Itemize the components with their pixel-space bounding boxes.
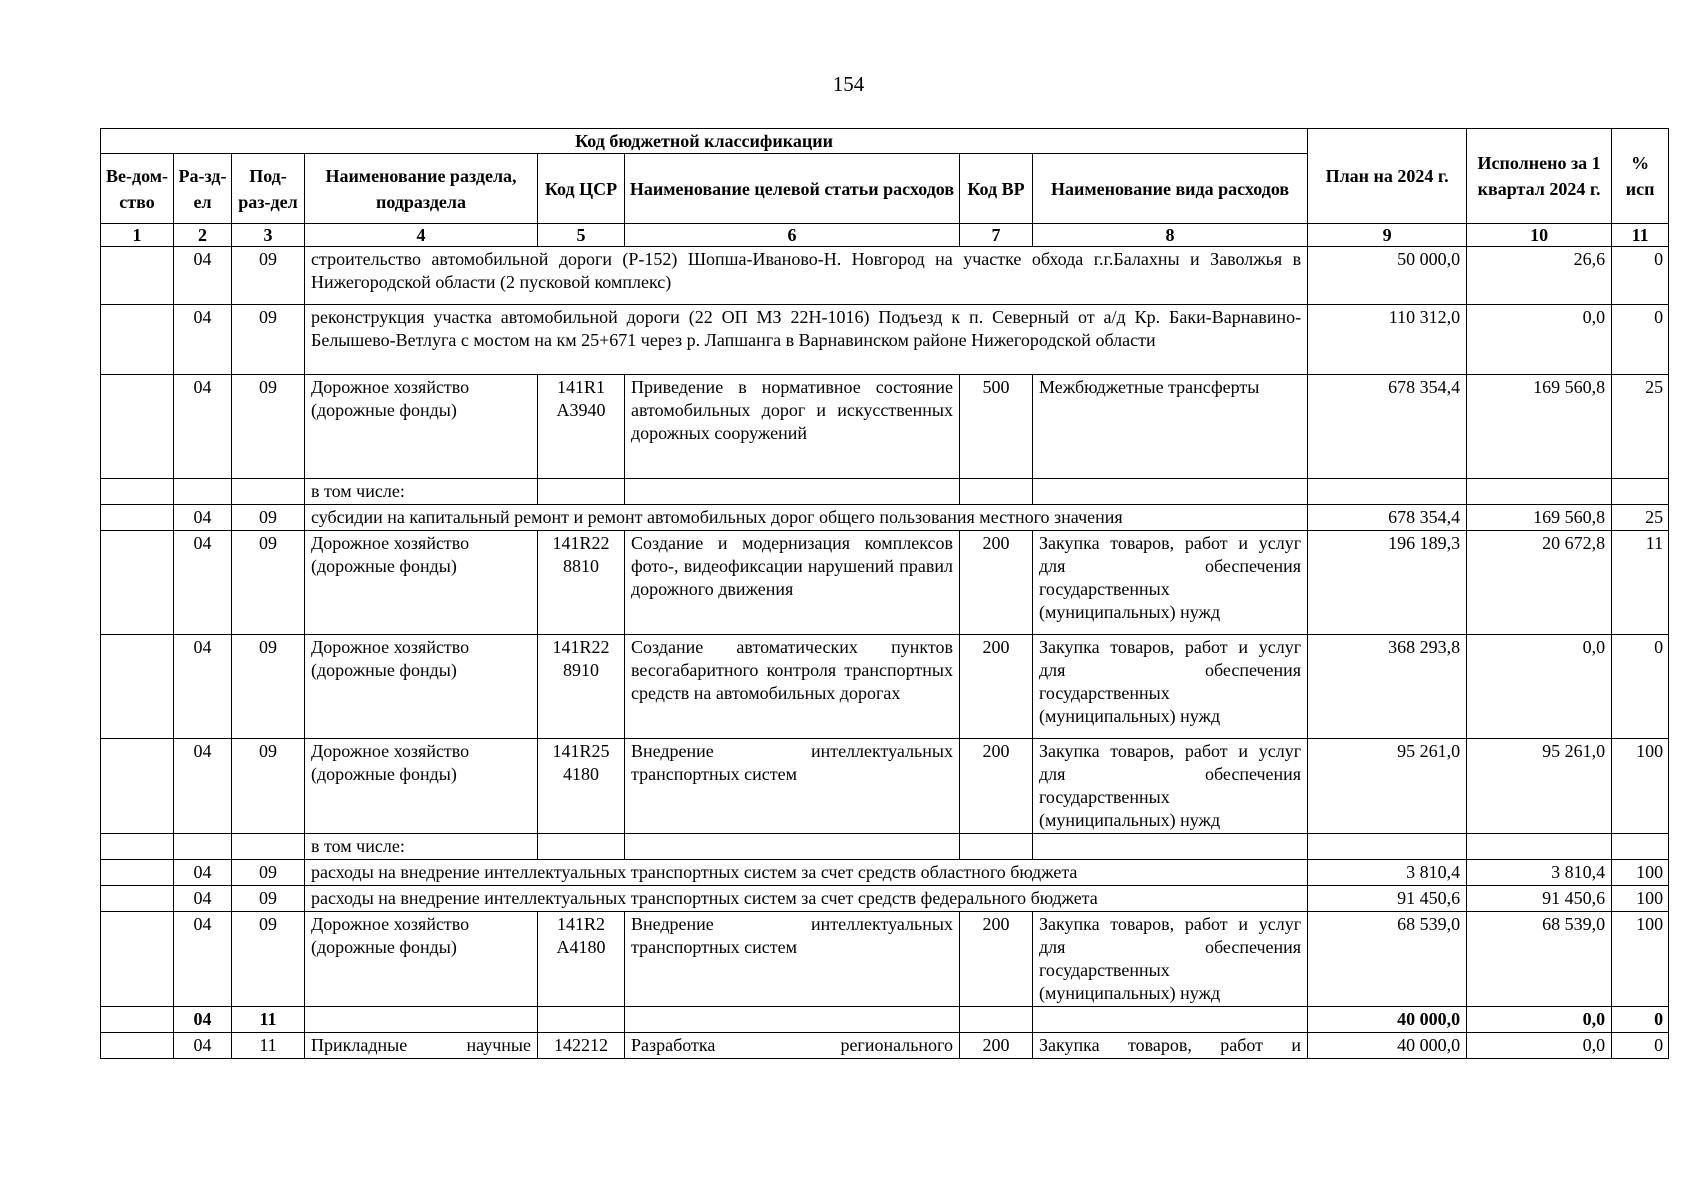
cell-plan: 678 354,4 [1308, 505, 1467, 531]
cell-podrazdel: 09 [232, 247, 305, 305]
cell-article-name: Внедрение интеллектуальных транспортных систем [625, 739, 960, 834]
cell-done: 91 450,6 [1467, 886, 1612, 912]
cell-section-name [305, 1007, 538, 1033]
cell-podrazdel [232, 479, 305, 505]
cell-pct: 0 [1612, 1007, 1669, 1033]
cell-razdel: 04 [174, 531, 232, 635]
cell-razdel: 04 [174, 1033, 232, 1059]
cell-plan: 68 539,0 [1308, 912, 1467, 1007]
col-header-article-name: Наименование целевой статьи расходов [625, 154, 960, 224]
cell-done: 169 560,8 [1467, 375, 1612, 479]
cell-razdel [174, 479, 232, 505]
cell-podrazdel: 09 [232, 375, 305, 479]
col-number: 3 [232, 224, 305, 247]
cell-done: 3 810,4 [1467, 860, 1612, 886]
cell-plan: 91 450,6 [1308, 886, 1467, 912]
cell-vr: 200 [960, 635, 1033, 739]
cell-vedomstvo [101, 886, 174, 912]
cell-razdel: 04 [174, 247, 232, 305]
cell-section-name: Дорожное хозяйство (дорожные фонды) [305, 531, 538, 635]
cell-article-name [625, 834, 960, 860]
cell-podrazdel: 09 [232, 739, 305, 834]
budget-table [100, 128, 1669, 1059]
cell-done: 0,0 [1467, 635, 1612, 739]
cell-vr [960, 834, 1033, 860]
table-row [101, 505, 1669, 531]
table-row-total [101, 1007, 1669, 1033]
cell-vr-name: Закупка товаров, работ и услуг для обеспечения государственных (муниципальных) нужд [1033, 531, 1308, 635]
group-title: Код бюджетной классификации [101, 129, 1308, 154]
cell-vedomstvo [101, 375, 174, 479]
cell-done [1467, 479, 1612, 505]
cell-podrazdel: 09 [232, 635, 305, 739]
col-number: 10 [1467, 224, 1612, 247]
col-header-section-name: Наименование раздела, подраздела [305, 154, 538, 224]
col-header-plan: План на 2024 г. [1308, 129, 1467, 224]
table-row [101, 739, 1669, 834]
cell-vr-name: Закупка товаров, работ и услуг для обеспечения государственных (муниципальных) нужд [1033, 912, 1308, 1007]
col-number: 6 [625, 224, 960, 247]
cell-razdel: 04 [174, 635, 232, 739]
cell-plan [1308, 479, 1467, 505]
cell-csr: 141R1 A3940 [538, 375, 625, 479]
cell-section-name: Дорожное хозяйство (дорожные фонды) [305, 375, 538, 479]
cell-razdel: 04 [174, 886, 232, 912]
cell-podrazdel [232, 834, 305, 860]
cell-csr [538, 1007, 625, 1033]
cell-vedomstvo [101, 305, 174, 375]
cell-plan: 40 000,0 [1308, 1007, 1467, 1033]
cell-done: 0,0 [1467, 1007, 1612, 1033]
page-number: 154 [832, 72, 865, 96]
cell-csr: 141R22 8910 [538, 635, 625, 739]
column-number-row [101, 224, 1669, 247]
col-number: 8 [1033, 224, 1308, 247]
table-row [101, 531, 1669, 635]
cell-vr-name: Закупка товаров, работ и услуг для обеспечения государственных (муниципальных) нужд [1033, 739, 1308, 834]
cell-description: строительство автомобильной дороги (Р-152) Шопша-Иваново-Н. Новгород на участке обхода г.г.Балахны и Заволжья в Нижегородской области (2 пусковой комплекс) [305, 247, 1308, 305]
cell-done: 68 539,0 [1467, 912, 1612, 1007]
cell-done: 26,6 [1467, 247, 1612, 305]
cell-podrazdel: 09 [232, 505, 305, 531]
cell-csr: 141R25 4180 [538, 739, 625, 834]
cell-vr [960, 479, 1033, 505]
col-header-vr-name: Наименование вида расходов [1033, 154, 1308, 224]
col-header-csr: Код ЦСР [538, 154, 625, 224]
col-header-done: Исполнено за 1 квартал 2024 г. [1467, 129, 1612, 224]
cell-plan [1308, 834, 1467, 860]
cell-podrazdel: 09 [232, 912, 305, 1007]
cell-vedomstvo [101, 912, 174, 1007]
cell-section-name: Дорожное хозяйство (дорожные фонды) [305, 635, 538, 739]
cell-vedomstvo [101, 1007, 174, 1033]
cell-razdel: 04 [174, 912, 232, 1007]
cell-vr: 200 [960, 912, 1033, 1007]
cell-podrazdel: 09 [232, 860, 305, 886]
cell-razdel [174, 834, 232, 860]
cell-vr-name: Закупка товаров, работ и [1033, 1033, 1308, 1059]
cell-vr-name [1033, 834, 1308, 860]
cell-csr: 142212 [538, 1033, 625, 1059]
cell-pct: 25 [1612, 375, 1669, 479]
cell-vr: 200 [960, 739, 1033, 834]
col-number: 5 [538, 224, 625, 247]
col-number: 4 [305, 224, 538, 247]
cell-vedomstvo [101, 505, 174, 531]
cell-article-name: Разработка регионального [625, 1033, 960, 1059]
col-number: 11 [1612, 224, 1669, 247]
cell-plan: 110 312,0 [1308, 305, 1467, 375]
cell-podrazdel: 09 [232, 531, 305, 635]
cell-podrazdel: 09 [232, 886, 305, 912]
cell-vedomstvo [101, 635, 174, 739]
cell-pct: 100 [1612, 739, 1669, 834]
cell-razdel: 04 [174, 505, 232, 531]
col-header-podrazdel: Под-раз-дел [232, 154, 305, 224]
cell-plan: 95 261,0 [1308, 739, 1467, 834]
cell-vr-name: Закупка товаров, работ и услуг для обеспечения государственных (муниципальных) нужд [1033, 635, 1308, 739]
cell-vedomstvo [101, 247, 174, 305]
cell-article-name: Внедрение интеллектуальных транспортных систем [625, 912, 960, 1007]
cell-vedomstvo [101, 531, 174, 635]
cell-done: 20 672,8 [1467, 531, 1612, 635]
cell-done [1467, 834, 1612, 860]
cell-pct: 0 [1612, 635, 1669, 739]
table-row [101, 635, 1669, 739]
table-row [101, 479, 1669, 505]
col-header-vedomstvo: Ве-дом-ство [101, 154, 174, 224]
cell-vr: 200 [960, 1033, 1033, 1059]
cell-pct: 0 [1612, 1033, 1669, 1059]
cell-vr-name [1033, 479, 1308, 505]
cell-pct: 100 [1612, 912, 1669, 1007]
table-row [101, 834, 1669, 860]
cell-subhead: в том числе: [305, 479, 538, 505]
cell-description: расходы на внедрение интеллектуальных транспортных систем за счет средств федерального бюджета [305, 886, 1308, 912]
cell-podrazdel: 09 [232, 305, 305, 375]
cell-csr [538, 834, 625, 860]
cell-section-name: Дорожное хозяйство (дорожные фонды) [305, 912, 538, 1007]
cell-article-name: Приведение в нормативное состояние автомобильных дорог и искусственных дорожных сооружений [625, 375, 960, 479]
table-row [101, 375, 1669, 479]
cell-podrazdel: 11 [232, 1033, 305, 1059]
cell-csr [538, 479, 625, 505]
cell-csr: 141R2 A4180 [538, 912, 625, 1007]
cell-description: расходы на внедрение интеллектуальных транспортных систем за счет средств областного бюджета [305, 860, 1308, 886]
cell-pct: 25 [1612, 505, 1669, 531]
cell-vr [960, 1007, 1033, 1033]
cell-subhead: в том числе: [305, 834, 538, 860]
cell-pct: 0 [1612, 247, 1669, 305]
cell-razdel: 04 [174, 739, 232, 834]
cell-plan: 40 000,0 [1308, 1033, 1467, 1059]
cell-vedomstvo [101, 1033, 174, 1059]
cell-vr-name: Межбюджетные трансферты [1033, 375, 1308, 479]
table-row [101, 247, 1669, 305]
cell-podrazdel: 11 [232, 1007, 305, 1033]
col-header-vr: Код ВР [960, 154, 1033, 224]
cell-section-name: Прикладные научные [305, 1033, 538, 1059]
cell-article-name [625, 1007, 960, 1033]
cell-vr: 200 [960, 531, 1033, 635]
cell-done: 95 261,0 [1467, 739, 1612, 834]
table-row [101, 912, 1669, 1007]
cell-done: 0,0 [1467, 1033, 1612, 1059]
cell-vedomstvo [101, 479, 174, 505]
col-number: 9 [1308, 224, 1467, 247]
cell-pct [1612, 834, 1669, 860]
cell-vedomstvo [101, 860, 174, 886]
cell-pct: 11 [1612, 531, 1669, 635]
cell-razdel: 04 [174, 375, 232, 479]
table-row [101, 305, 1669, 375]
cell-article-name: Создание автоматических пунктов весогабаритного контроля транспортных средств на автомобильных дорогах [625, 635, 960, 739]
cell-csr: 141R22 8810 [538, 531, 625, 635]
col-number: 2 [174, 224, 232, 247]
cell-plan: 3 810,4 [1308, 860, 1467, 886]
cell-vedomstvo [101, 834, 174, 860]
col-number: 7 [960, 224, 1033, 247]
cell-razdel: 04 [174, 1007, 232, 1033]
col-header-razdel: Ра-зд-ел [174, 154, 232, 224]
cell-razdel: 04 [174, 305, 232, 375]
cell-vr: 500 [960, 375, 1033, 479]
cell-article-name: Создание и модернизация комплексов фото-, видеофиксации нарушений правил дорожного движения [625, 531, 960, 635]
cell-vr-name [1033, 1007, 1308, 1033]
cell-pct [1612, 479, 1669, 505]
cell-done: 0,0 [1467, 305, 1612, 375]
cell-done: 169 560,8 [1467, 505, 1612, 531]
cell-plan: 196 189,3 [1308, 531, 1467, 635]
cell-plan: 368 293,8 [1308, 635, 1467, 739]
header-row-top [101, 129, 1669, 154]
cell-pct: 100 [1612, 886, 1669, 912]
cell-pct: 0 [1612, 305, 1669, 375]
cell-razdel: 04 [174, 860, 232, 886]
cell-plan: 678 354,4 [1308, 375, 1467, 479]
cell-pct: 100 [1612, 860, 1669, 886]
col-number: 1 [101, 224, 174, 247]
table-row [101, 886, 1669, 912]
col-header-pct: % исп [1612, 129, 1669, 224]
cell-article-name [625, 479, 960, 505]
cell-section-name: Дорожное хозяйство (дорожные фонды) [305, 739, 538, 834]
cell-description: реконструкция участка автомобильной дороги (22 ОП МЗ 22Н-1016) Подъезд к п. Северный от а/д Кр. Баки-Варнавино-Белышево-Ветлуга с мостом на км 25+671 через р. Лапшанга в Варнавинском районе Нижегородской области [305, 305, 1308, 375]
table-row [101, 1033, 1669, 1059]
cell-plan: 50 000,0 [1308, 247, 1467, 305]
table-row [101, 860, 1669, 886]
cell-vedomstvo [101, 739, 174, 834]
cell-description: субсидии на капитальный ремонт и ремонт автомобильных дорог общего пользования местного значения [305, 505, 1308, 531]
